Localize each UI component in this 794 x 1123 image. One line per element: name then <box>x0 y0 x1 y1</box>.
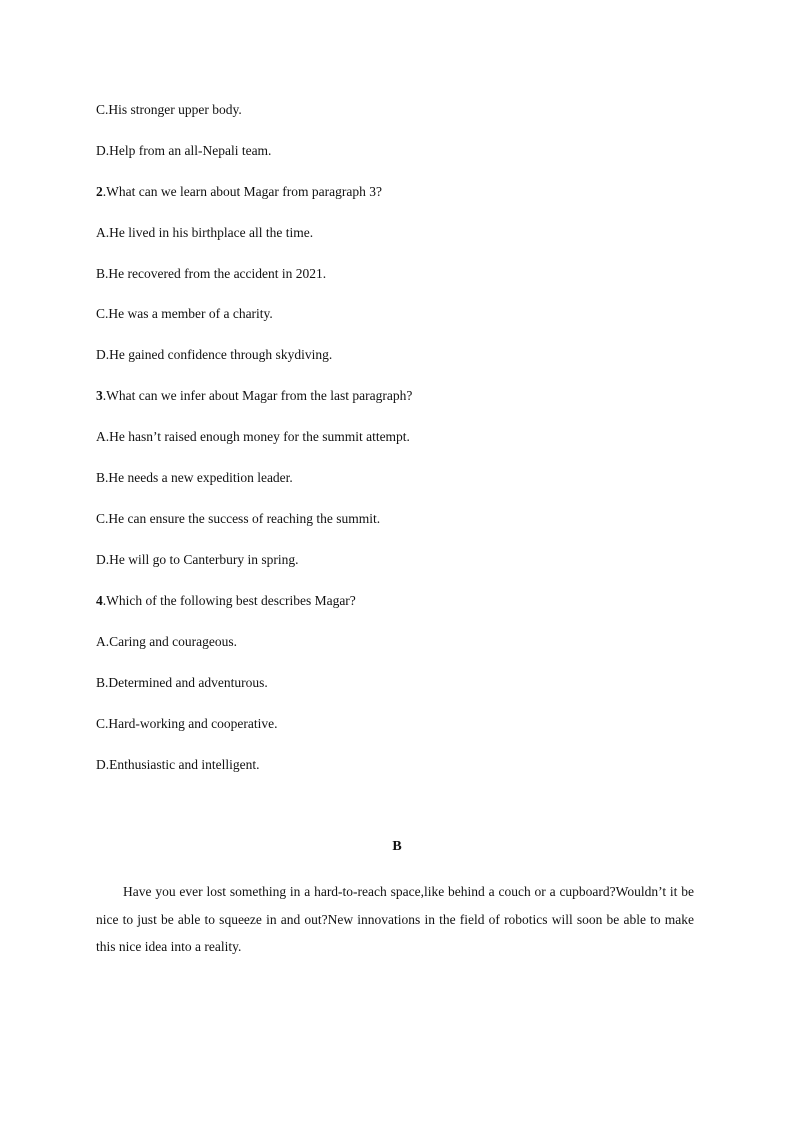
question-4 <box>96 593 356 609</box>
q1-option-c: C.His stronger upper body. <box>96 102 242 117</box>
section-heading: B <box>392 839 402 854</box>
q1-option-d: D.Help from an all-Nepali team. <box>96 143 272 158</box>
question-3 <box>96 388 412 404</box>
q3-option-c: C.He can ensure the success of reaching the summit. <box>96 511 381 526</box>
q3-option-d: D.He will go to Canterbury in spring. <box>96 552 299 567</box>
q3-option-b: B.He needs a new expedition leader. <box>96 470 293 485</box>
question-number: 3 <box>96 388 103 403</box>
question-2 <box>96 184 382 200</box>
question-number: 4 <box>96 593 103 608</box>
question-text: .Which of the following best describes Magar? <box>102 593 356 608</box>
question-text: .What can we infer about Magar from the last paragraph? <box>102 388 413 403</box>
q4-option-c: C.Hard-working and cooperative. <box>96 716 278 731</box>
q3-option-a: A.He hasn’t raised enough money for the summit attempt. <box>96 429 410 444</box>
q2-option-a: A.He lived in his birthplace all the time. <box>96 225 314 240</box>
q2-option-b: B.He recovered from the accident in 2021. <box>96 266 327 281</box>
q2-option-c: C.He was a member of a charity. <box>96 306 273 321</box>
q2-option-d: D.He gained confidence through skydiving. <box>96 347 333 362</box>
q4-option-d: D.Enthusiastic and intelligent. <box>96 757 260 772</box>
passage-paragraph: Have you ever lost something in a hard-to-reach space,like behind a couch or a cupboard?Wouldn’t it be nice to just be able to squeeze in and out?New innovations in the field of robotics will soon be able to make this nice idea into a reality. <box>96 884 694 955</box>
q4-option-b: B.Determined and adventurous. <box>96 675 268 690</box>
question-number: 2 <box>96 184 103 199</box>
question-text: .What can we learn about Magar from paragraph 3? <box>102 184 382 199</box>
q4-option-a: A.Caring and courageous. <box>96 634 237 649</box>
